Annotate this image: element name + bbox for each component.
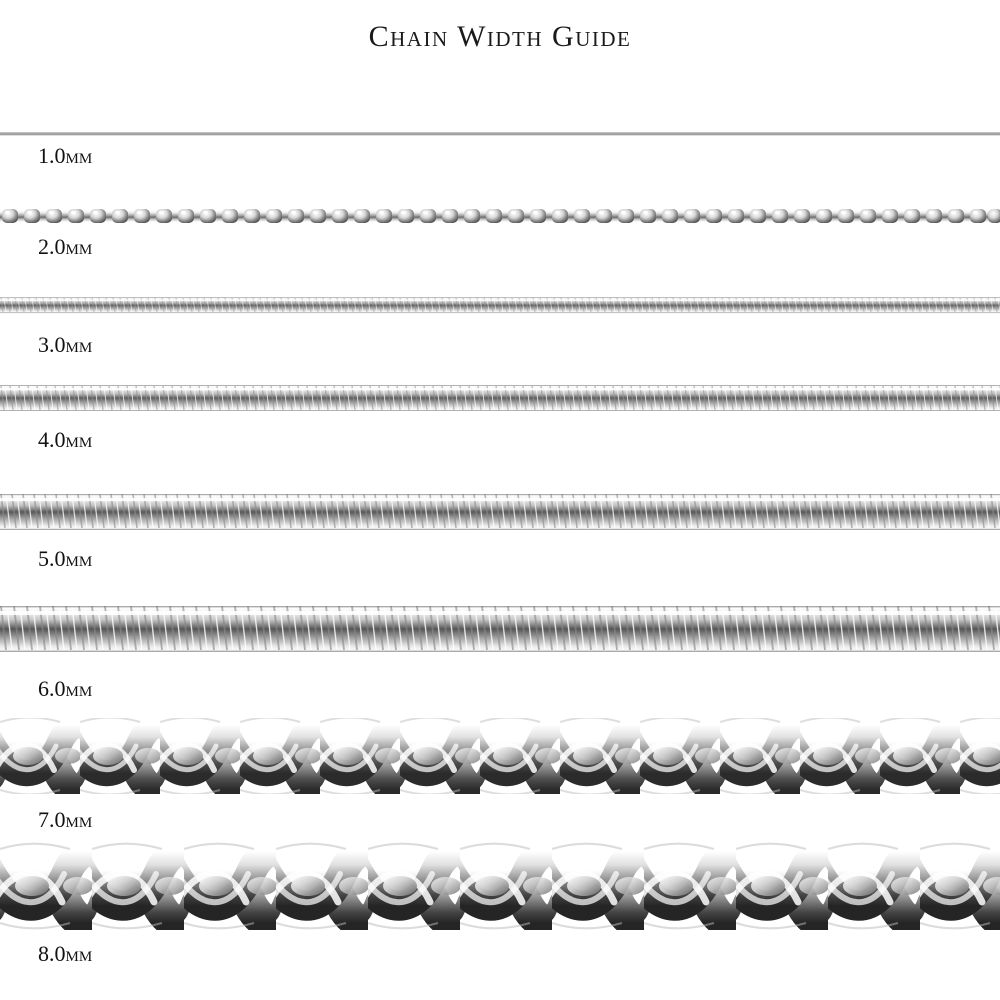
snake-chain-5mm-svg [0,482,1000,542]
chain-image-3mm [0,290,1000,320]
chain-image-6mm [0,592,1000,666]
chain-label-6mm: 6.0mm [38,676,93,701]
fine-cable-chain-svg [0,129,1000,136]
chain-image-2mm [0,203,1000,229]
snake-chain-4mm-svg [0,376,1000,420]
bead-chain-svg [0,203,1000,229]
chain-label-7mm: 7.0mm [38,807,93,832]
chain-label-4mm: 4.0mm [38,427,93,452]
page-title: Chain Width Guide [368,20,632,53]
rope-chain-7mm-svg [0,710,1000,802]
chain-label-8mm: 8.0mm [38,941,93,966]
chain-label-3mm: 3.0mm [38,332,93,357]
chain-label-1mm: 1.0mm [38,143,93,168]
chain-image-5mm [0,482,1000,542]
snake-chain-6mm-svg [0,592,1000,666]
snake-chain-3mm-svg [0,290,1000,320]
chain-image-1mm [0,126,1000,136]
chain-label-2mm: 2.0mm [38,234,93,259]
chain-image-7mm [0,710,1000,802]
chain-label-5mm: 5.0mm [38,546,93,571]
chain-image-8mm [0,836,1000,936]
chain-image-4mm [0,376,1000,420]
rope-chain-8mm-svg [0,836,1000,936]
